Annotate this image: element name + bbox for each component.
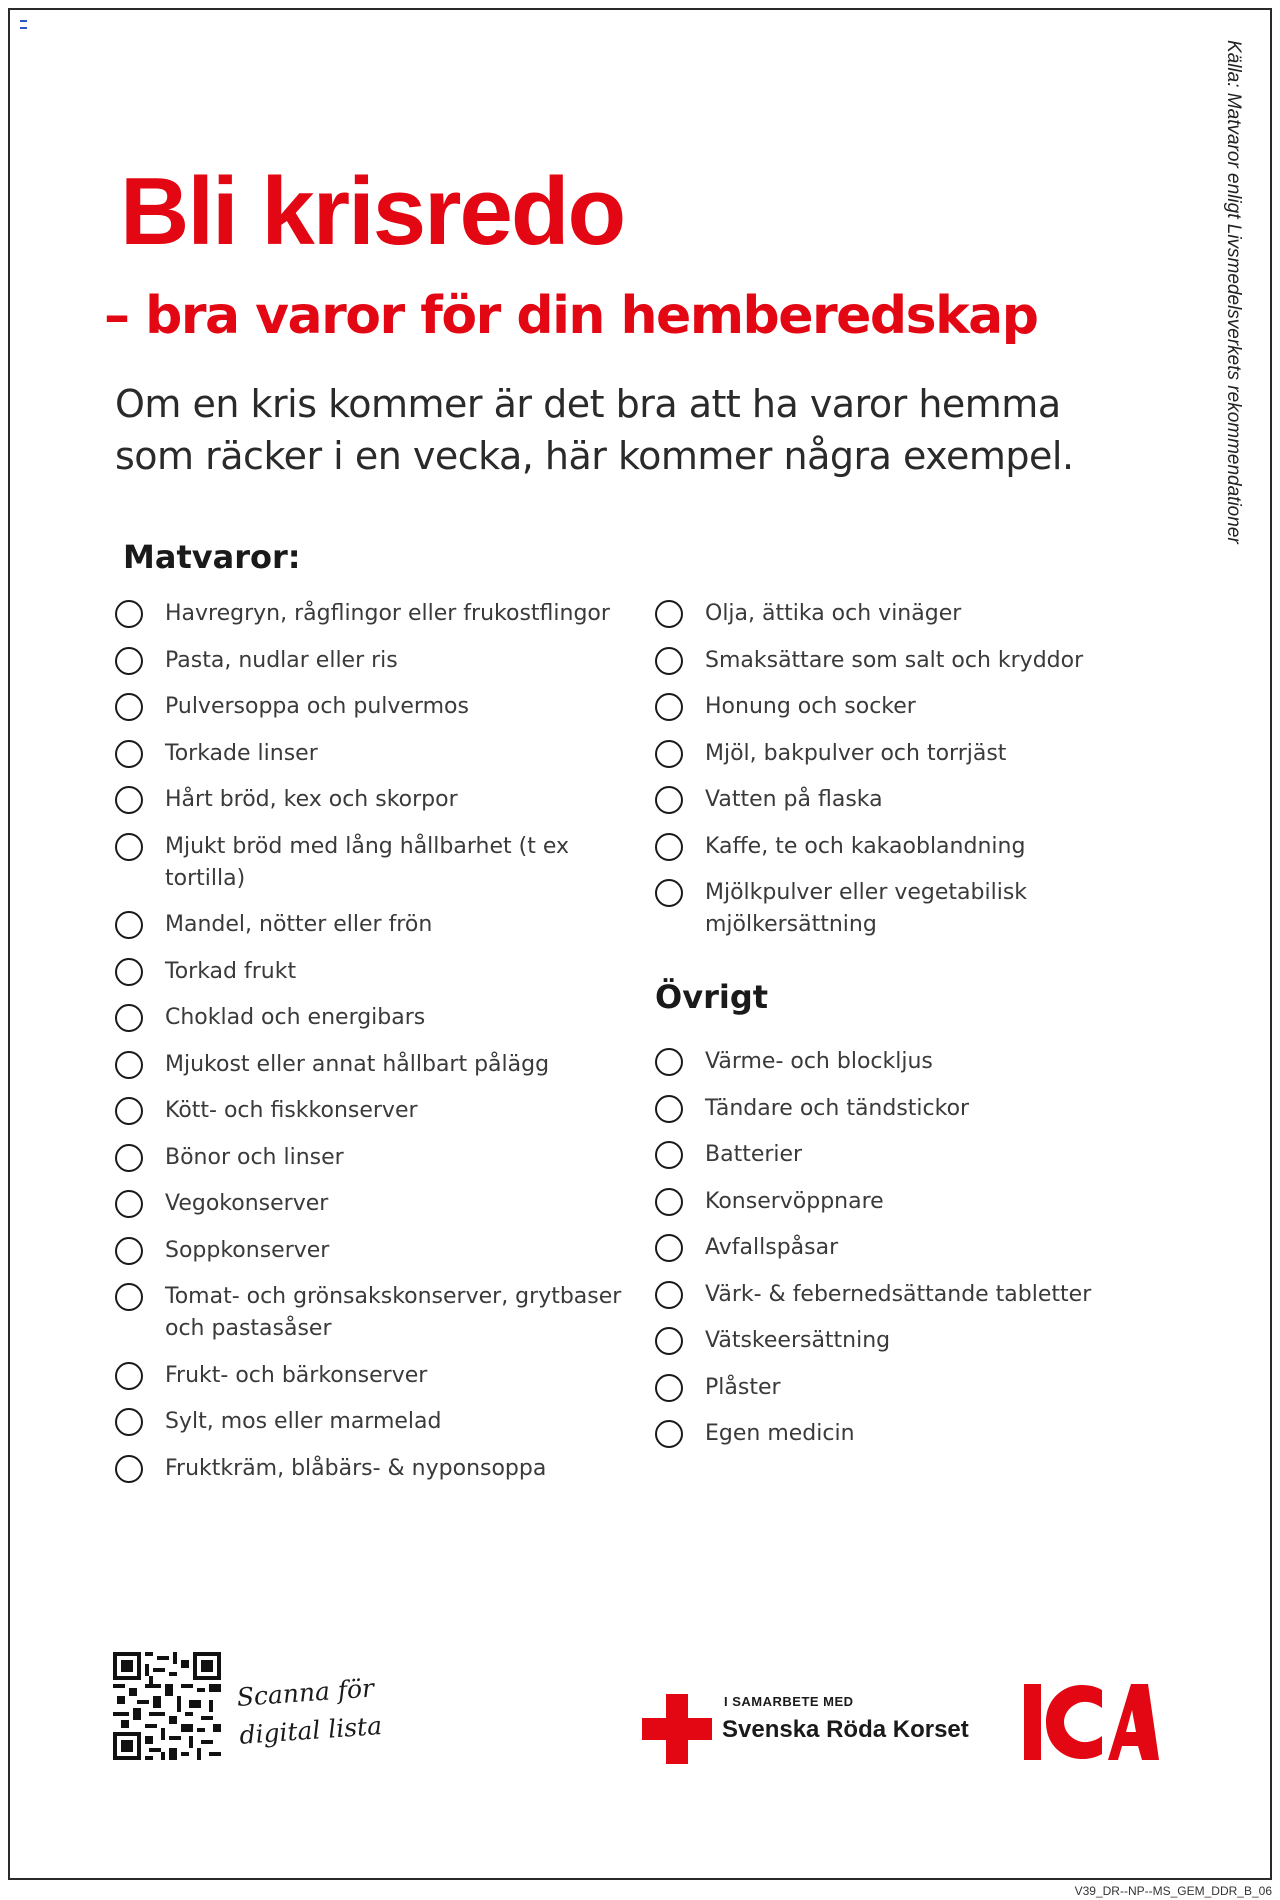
food-left-item[interactable] xyxy=(115,1360,635,1392)
food-left-item[interactable] xyxy=(115,956,635,988)
checkbox-circle-icon[interactable] xyxy=(655,1188,683,1216)
food-left-item[interactable] xyxy=(115,1235,635,1267)
intro-text: Om en kris kommer är det bra att ha varor hemma som räcker i en vecka, här kommer några exempel. xyxy=(115,382,1074,478)
food-right-item-label: Smaksättare som salt och kryddor xyxy=(705,647,1084,673)
partner-label: I SAMARBETE MED xyxy=(724,1694,854,1709)
checkbox-circle-icon[interactable] xyxy=(655,740,683,768)
food-left-item[interactable] xyxy=(115,691,635,723)
checkbox-circle-icon[interactable] xyxy=(655,600,683,628)
checkbox-circle-icon[interactable] xyxy=(115,693,143,721)
food-left-item-label: Vegokonserver xyxy=(165,1191,329,1216)
food-left-item-label: Soppkonserver xyxy=(165,1237,330,1263)
food-heading: Matvaror: xyxy=(123,538,301,576)
checkbox-circle-icon[interactable] xyxy=(655,693,683,721)
other-item[interactable] xyxy=(655,1232,1135,1264)
food-left-item-label: Pulversoppa och pulvermos xyxy=(165,694,469,719)
food-right-item[interactable] xyxy=(655,691,1135,723)
checkbox-circle-icon[interactable] xyxy=(655,1281,683,1309)
food-left-item-label: Mandel, nötter eller frön xyxy=(165,912,433,937)
ica-logo xyxy=(1024,1680,1159,1762)
food-left-item[interactable] xyxy=(115,598,635,630)
other-item-label: Avfallspåsar xyxy=(705,1235,839,1260)
food-right-item-label: Mjölkpulver eller vegetabilisk mjölkersättning xyxy=(705,880,1028,937)
food-list-left xyxy=(115,598,635,1499)
food-right-item[interactable] xyxy=(655,738,1135,770)
food-left-item[interactable] xyxy=(115,909,635,941)
checkbox-circle-icon[interactable] xyxy=(115,600,143,628)
food-left-item-label: Mjukost eller annat hållbart pålägg xyxy=(165,1051,550,1077)
food-left-item-label: Fruktkräm, blåbärs- & nyponsoppa xyxy=(165,1455,547,1481)
checkbox-circle-icon[interactable] xyxy=(115,740,143,768)
other-item[interactable] xyxy=(655,1186,1135,1218)
food-left-item[interactable] xyxy=(115,738,635,770)
checkbox-circle-icon[interactable] xyxy=(655,1095,683,1123)
checkbox-circle-icon[interactable] xyxy=(115,1283,143,1311)
checkbox-circle-icon[interactable] xyxy=(115,1455,143,1483)
food-left-item[interactable] xyxy=(115,1406,635,1438)
other-list xyxy=(655,1046,1135,1465)
food-right-item-label: Mjöl, bakpulver och torrjäst xyxy=(705,740,1007,766)
food-left-item[interactable] xyxy=(115,831,635,895)
checkbox-circle-icon[interactable] xyxy=(115,647,143,675)
checkbox-circle-icon[interactable] xyxy=(655,1234,683,1262)
other-item[interactable] xyxy=(655,1372,1135,1404)
checkbox-circle-icon[interactable] xyxy=(115,958,143,986)
food-right-item-label: Kaffe, te och kakaoblandning xyxy=(705,833,1026,859)
food-left-item-label: Pasta, nudlar eller ris xyxy=(165,647,398,673)
other-item-label: Batterier xyxy=(705,1142,803,1167)
checkbox-circle-icon[interactable] xyxy=(115,833,143,861)
red-cross-icon xyxy=(642,1694,712,1764)
checkbox-circle-icon[interactable] xyxy=(655,1048,683,1076)
food-left-item[interactable] xyxy=(115,1142,635,1174)
checkbox-circle-icon[interactable] xyxy=(115,1004,143,1032)
checkbox-circle-icon[interactable] xyxy=(655,879,683,907)
food-left-item[interactable] xyxy=(115,1453,635,1485)
food-left-item-label: Mjukt bröd med lång hållbarhet (t ex tortilla) xyxy=(165,833,569,891)
other-item[interactable] xyxy=(655,1046,1135,1078)
food-left-item[interactable] xyxy=(115,1188,635,1220)
other-item[interactable] xyxy=(655,1279,1135,1311)
food-right-item[interactable] xyxy=(655,645,1135,677)
food-left-item-label: Havregryn, rågflingor eller frukostflingor xyxy=(165,601,610,626)
food-left-item-label: Sylt, mos eller marmelad xyxy=(165,1409,442,1434)
checkbox-circle-icon[interactable] xyxy=(655,647,683,675)
other-item[interactable] xyxy=(655,1418,1135,1450)
food-list-right xyxy=(655,598,1135,956)
checkbox-circle-icon[interactable] xyxy=(655,833,683,861)
other-item[interactable] xyxy=(655,1325,1135,1357)
other-item-label: Konservöppnare xyxy=(705,1188,884,1214)
food-left-item[interactable] xyxy=(115,1281,635,1345)
food-left-item-label: Tomat- och grönsakskonserver, grytbaser och pastasåser xyxy=(165,1284,622,1341)
food-left-item-label: Hårt bröd, kex och skorpor xyxy=(165,787,458,812)
partner-name: Svenska Röda Korset xyxy=(722,1716,969,1743)
food-left-item[interactable] xyxy=(115,1049,635,1081)
scan-instruction: Scanna för digital lista xyxy=(235,1673,383,1750)
source-note: Källa: Matvaror enligt Livsmedelsverkets rekommendationer xyxy=(1223,40,1244,544)
food-right-item[interactable] xyxy=(655,831,1135,863)
other-item-label: Tändare och tändstickor xyxy=(705,1095,970,1121)
food-left-item-label: Frukt- och bärkonserver xyxy=(165,1362,428,1388)
menu-icon[interactable] xyxy=(20,20,27,29)
food-left-item[interactable] xyxy=(115,784,635,816)
food-left-item-label: Torkade linser xyxy=(165,740,318,766)
food-left-item-label: Torkad frukt xyxy=(165,958,297,984)
food-right-item[interactable] xyxy=(655,784,1135,816)
food-left-item-label: Choklad och energibars xyxy=(165,1005,426,1030)
page-subtitle: – bra varor för din hemberedskap xyxy=(104,286,1038,346)
checkbox-circle-icon[interactable] xyxy=(115,1051,143,1079)
checkbox-circle-icon[interactable] xyxy=(655,1141,683,1169)
other-item-label: Vätskeersättning xyxy=(705,1328,891,1353)
checkbox-circle-icon[interactable] xyxy=(115,1362,143,1390)
food-left-item[interactable] xyxy=(115,1095,635,1127)
checkbox-circle-icon[interactable] xyxy=(115,1190,143,1218)
food-right-item-label: Olja, ättika och vinäger xyxy=(705,601,962,626)
other-item-label: Egen medicin xyxy=(705,1421,855,1446)
food-right-item[interactable] xyxy=(655,598,1135,630)
food-left-item[interactable] xyxy=(115,645,635,677)
food-left-item[interactable] xyxy=(115,1002,635,1034)
checkbox-circle-icon[interactable] xyxy=(115,786,143,814)
qr-code-icon[interactable] xyxy=(113,1652,221,1760)
other-heading: Övrigt xyxy=(655,978,769,1016)
checkbox-circle-icon[interactable] xyxy=(655,1374,683,1402)
food-left-item-label: Bönor och linser xyxy=(165,1144,344,1170)
other-item[interactable] xyxy=(655,1093,1135,1125)
page-title: Bli krisredo xyxy=(120,158,625,265)
other-item-label: Värk- & febernedsättande tabletter xyxy=(705,1281,1092,1307)
checkbox-circle-icon[interactable] xyxy=(655,1327,683,1355)
checkbox-circle-icon[interactable] xyxy=(655,786,683,814)
other-item-label: Plåster xyxy=(705,1374,781,1400)
food-left-item-label: Kött- och fiskkonserver xyxy=(165,1098,418,1123)
checkbox-circle-icon[interactable] xyxy=(115,1097,143,1125)
footer-code: V39_DR--NP--MS_GEM_DDR_B_06 xyxy=(1074,1884,1272,1898)
checkbox-circle-icon[interactable] xyxy=(115,1237,143,1265)
other-item[interactable] xyxy=(655,1139,1135,1171)
checkbox-circle-icon[interactable] xyxy=(115,1408,143,1436)
checkbox-circle-icon[interactable] xyxy=(655,1420,683,1448)
checkbox-circle-icon[interactable] xyxy=(115,1144,143,1172)
food-right-item-label: Vatten på flaska xyxy=(705,787,883,812)
checkbox-circle-icon[interactable] xyxy=(115,911,143,939)
food-right-item-label: Honung och socker xyxy=(705,694,916,719)
other-item-label: Värme- och blockljus xyxy=(705,1049,933,1074)
food-right-item[interactable] xyxy=(655,877,1135,941)
